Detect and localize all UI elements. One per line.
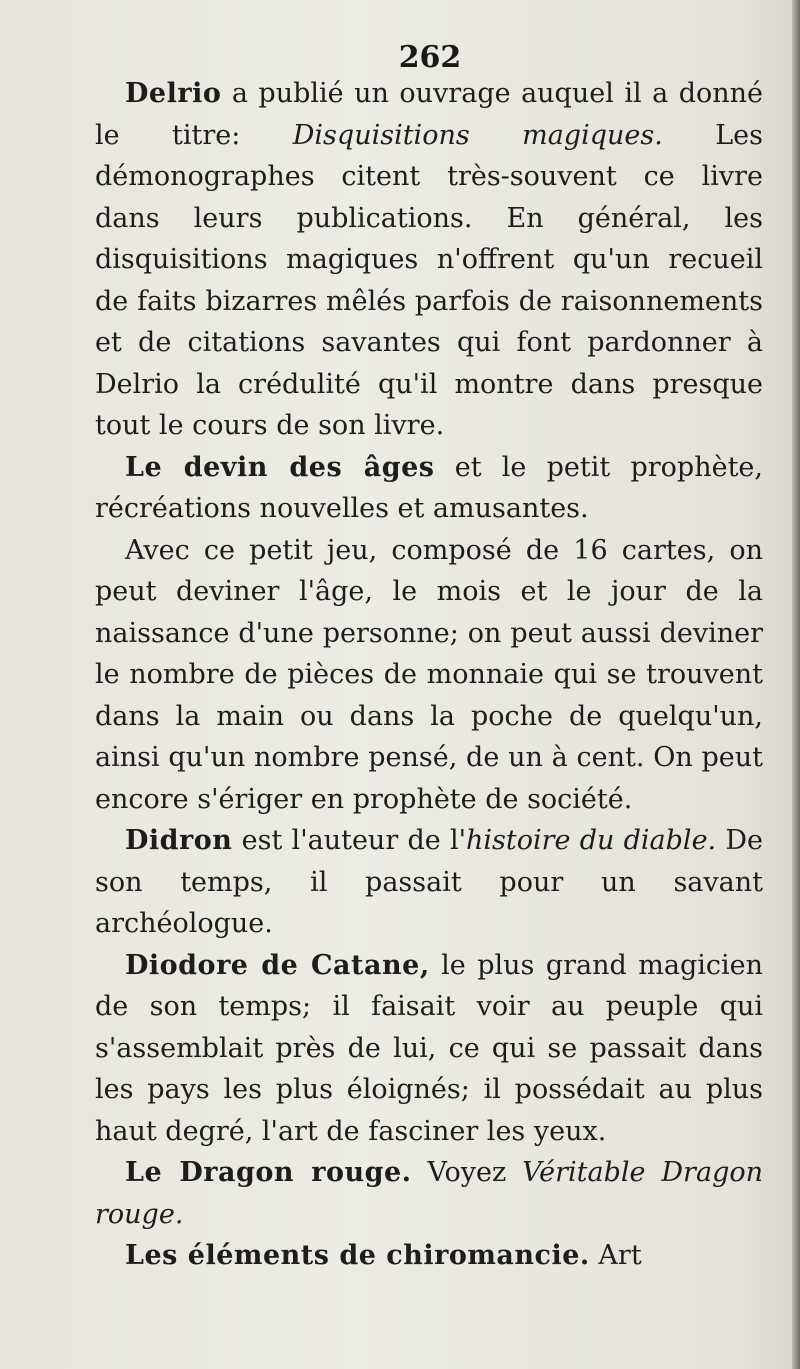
entry-diodore-de-catane xyxy=(95,945,763,1153)
entry-text: est l'auteur de l' xyxy=(232,825,466,856)
entry-heading: Diodore de Catane, xyxy=(125,949,430,981)
entry-text: et le petit prophète, récréations nouvelles et amusantes. xyxy=(95,451,763,524)
page-edge-shadow xyxy=(792,0,800,1369)
paragraph-devin-description xyxy=(95,530,763,821)
entry-elements-de-chiromancie xyxy=(95,1235,763,1277)
entry-devin-des-ages xyxy=(95,447,763,530)
entry-didron xyxy=(95,820,763,945)
paragraph-text: Avec ce petit jeu, composé de 16 cartes, on peut deviner l'âge, le mois et le jour de la naissance d'une personne; on peut aussi deviner le nombre de pièces de monnaie qui se trouvent dans la main ou dans la poche de quelqu'un, ainsi qu'un nombre pensé, de un à cent. On peut encore s'ériger en prophète de société. xyxy=(95,534,763,815)
entry-dragon-rouge xyxy=(95,1152,763,1235)
page-number: 262 xyxy=(398,40,462,75)
entry-text: Les démonographes citent très-souvent ce livre dans leurs publications. En général, les disquisitions magiques n'offrent qu'un recueil de faits bizarres mêlés parfois de raisonnements et de citations savantes qui font pardonner à Delrio la crédulité qu'il montre dans presque tout le cours de son livre. xyxy=(95,119,763,441)
entry-text: le plus grand magicien de son temps; il faisait voir au peuple qui s'assemblait près de lui, ce qui se passait dans les pays les plus éloignés; il possédait au plus haut degré, l'art de fasciner les yeux. xyxy=(95,949,763,1147)
entry-heading: Le devin des âges xyxy=(125,451,435,483)
entry-delrio xyxy=(95,73,763,447)
entry-text: a publié un ouvrage auquel il a donné le titre: xyxy=(95,78,763,151)
entry-title-italic: Véritable Dragon rouge. xyxy=(95,1157,763,1230)
entry-heading: Delrio xyxy=(125,78,222,109)
entry-title-italic: Disquisitions magiques. xyxy=(292,119,663,151)
entry-title-italic: histoire du diable. xyxy=(466,825,717,856)
entry-heading: Didron xyxy=(125,825,233,856)
entry-text: Art xyxy=(589,1240,642,1271)
entry-heading: Le Dragon rouge. xyxy=(125,1157,412,1188)
entry-heading: Les éléments de chiromancie. xyxy=(125,1240,590,1271)
entry-text: Voyez xyxy=(411,1157,523,1188)
entry-text: De son temps, il passait pour un savant archéologue. xyxy=(95,825,763,939)
page-text xyxy=(95,73,763,1277)
